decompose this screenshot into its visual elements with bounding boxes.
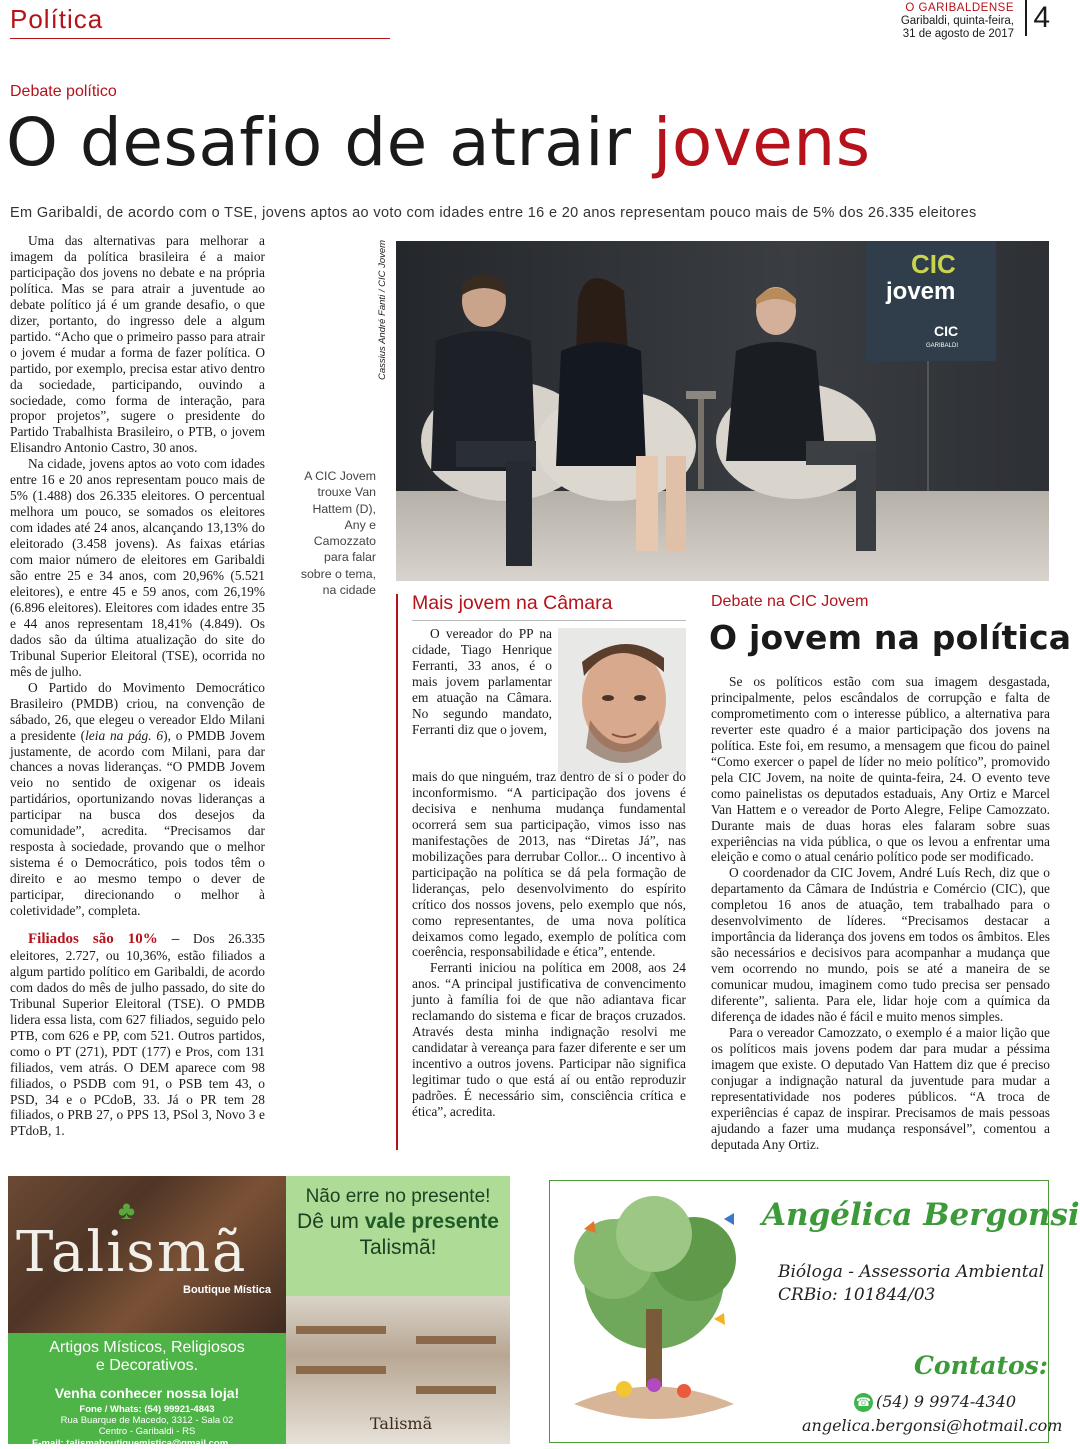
portrait-ferranti [558,628,686,774]
article-subhead: Em Garibaldi, de acordo com o TSE, jovens aptos ao voto com idades entre 16 e 20 anos representam pouco mais de 5% dos 26.335 eleitores [10,205,977,221]
filiados-lead: Filiados são 10% – [28,930,180,947]
paragraph: Na cidade, jovens aptos ao voto com idades entre 16 e 20 anos representam pouco mais de 5% (1.488) dos 26.335 eleitores. O percentual melhora um pouco, se somados os eleitores com idades até 24 anos, alcançando 13,13% do eleitorado (3.458 jovens). As faixas etárias com maior número de eleitores em Garibaldi são entre 25 e 34 anos, com 20,96% (5.521 eleitores), e entre 45 e 59 anos, com 26,19% (6.896 eleitores). Eleitores com idades entre 35 e 44 anos representam 18,41% (4.849). Os dados são da última atualização do site do Tribunal Superior Eleitoral (TSE), ocorrida no mês de julho. [10,456,265,679]
paragraph: O coordenador da CIC Jovem, André Luís Rech, diz que o departamento da Câmara de Indústria e Comércio (CIC), que completou 16 anos de atuação, tem trabalhado para o desenvolvimento de líderes. “Precisamos destacar a importância da liderança dos jovens em todos os âmbitos. Eles são necessários e decisivos para acompanhar a mudança que vem ocorrendo no mundo, pois se até a maneira de se comunicar mudou, imaginem como tudo precisa ser pensado diferente”, salienta. Para ele, lidar hoje com a química da diferença de idades não é fácil e muito menos simples. [711,865,1050,1025]
paragraph: Uma das alternativas para melhorar a imagem da política brasileira é a maior participação dos jovens no debate e na própria política. Mas se para atrair a juventude ao debate político já é um grande desafio, o que dizer, portanto, do ingresso dele a algum partido. “Acho que o primeiro passo para atrair o jovem é mudar a forma de fazer política. O partido, por exemplo, precisa estar ativo dentro da sociedade, participando, ouvindo a sociedade, como forma de interação, para propor projetos”, sugere o presidente do Partido Trabalhista Brasileiro, o PTB, o jovem Elisandro Antonio Castro, 30 anos. [10,233,265,456]
sidebar-rule [396,594,398,1150]
gift-line-1: Não erre no presente! [305,1186,491,1207]
section-rule [10,38,390,39]
article-kicker: Debate político [10,83,117,100]
banner-cic-large: CIC [911,249,956,279]
shelf [296,1326,386,1334]
paragraph [10,680,265,919]
ad-role [778,1261,1044,1307]
paragraph: Se os políticos estão com sua imagem desgastada, principalmente, pelos escândalos de corrupção e falta de comprometimento com o interesse público, a alternativa para reverter este quadro é a maior participação dos jovens na política. Este foi, em resumo, a mensagem que ficou do painel “Como exercer o papel de líder no meio político”, promovido pela CIC Jovem, na noite de quinta-feira, 24. O evento teve como painelistas os deputados estaduais, Any Ortiz e Marcel Van Hattem e o vereador de Porto Alegre, Felipe Camozzato. Durante mais de duas horas eles falaram sobre suas experiências na vida pública, o que os levou a enfrentar uma eleição e como o atual cenário político pode ser modificado. [711,674,1050,865]
whatsapp-icon: ☎ [854,1393,873,1412]
banner-garibaldi: GARIBALDI [926,343,959,349]
tagline [8,1339,286,1375]
gift-line-2b: vale presente [364,1210,499,1233]
ad-brand-sub: Boutique Mística [183,1284,272,1296]
ad-contacts-title: Contatos: [914,1351,1049,1380]
shelf [416,1336,496,1344]
ad-logo-small: Talismã [370,1414,433,1433]
ad-talisma[interactable] [8,1176,510,1449]
ad-green-box [8,1333,286,1449]
ad-phone: (54) 9 9974-4340 [876,1392,1017,1411]
gift-line-2a: Dê um [297,1210,365,1233]
filiados-text: Dos 26.335 eleitores, 2.727, ou 10,36%, estão filiados a algum partido político em Garibaldi, de acordo com dados do mês de julho passado, do site do Tribunal Superior Eleitoral (TSE). O PMDB lidera essa lista, com 627 filiados, seguido pelo PTB, com 626 e PP, com 521. Outros partidos, como o PT (271), PDT (177) e Pros, com 131 filiados, vem atrás. O DEM aparece com 98 filiados, o PSDB com 91, o PSB tem 43, o PSD, 34 e o PCdoB, 33. Já o PR tem 28 filiados, o PRB 27, o PPS 13, PSol 3, Novo 3 e PTdoB, 1. [10,930,265,1139]
tagline-2: e Decorativos. [95,1357,199,1374]
tagline-1: Artigos Místicos, Religiosos [49,1339,245,1356]
portrait-illustration [558,628,686,774]
page-reference: leia na pág. 6 [85,727,164,743]
clover-icon: ♣ [118,1196,136,1225]
photo-caption: A CIC Jovem trouxe Van Hattem (D), Any e Camozzato para falar sobre o tema, na cidade [300,469,376,598]
headline-black: O desafio de atrair [6,104,654,181]
gift-line-2 [286,1210,510,1234]
dateline-line-2: 31 de agosto de 2017 [902,28,1014,40]
sidebar-text-bottom [412,769,686,1120]
gift-line-3: Talismã! [359,1236,437,1259]
sidebar-text-top [412,626,552,738]
article-headline [6,104,871,181]
ad-name: Angélica Bergonsi [762,1197,1080,1233]
contact-block [8,1404,286,1437]
dateline-line-1: Garibaldi, quinta-feira, [900,15,1014,27]
ad-email: E-mail: talismaboutiquemistica@gmail.com [32,1438,229,1449]
panel-photo-illustration [396,241,1049,581]
panel-photo [396,241,1049,581]
filiados-paragraph [10,931,265,1139]
publication-name: O GARIBALDENSE [905,2,1014,14]
shelf [296,1366,386,1374]
ad-role-2: CRBio: 101844/03 [778,1285,936,1305]
sidebar-divider [412,620,686,621]
right-kicker: Debate na CIC Jovem [711,593,869,610]
ad-brand: Talismã [16,1220,248,1285]
ad-gift-box [286,1176,510,1296]
paragraph: mais do que ninguém, traz dentro de si o poder do inconformismo. “A participação dos jovens é decisiva e nenhuma mudança fundamental ocorrerá sem sua participação, vimos isso nas manifestações de 2013, nas “Diretas Já”, nas mobilizações para derrubar Collor... O incentivo à participação na política se dá pela formação de lideranças, pelo desenvolvimento do espírito crítico dos nossos jovens, pelo exemplo que nós, como representantes, de uma nova política deixamos como legado, exemplo de política com coerência, responsabilidade e ética”, entende. [412,769,686,960]
right-article-text [711,674,1050,1153]
headline-red: jovens [653,104,871,181]
shelf [416,1386,496,1394]
sidebar-title: Mais jovem na Câmara [412,592,613,614]
banner-jovem: jovem [886,278,956,305]
paragraph-text: ), o PMDB Jovem justamente, de acordo com Milani, para dar chances a novas lideranças. “O PMDB Jovem veio no sentido de oxigenar os ideais partidários, oportunizando novas lideranças a participar na busca dos desejos da comunidade”, acredita. “Precisamos dar resposta à sociedade, provando que o melhor sistema é o Democrático, pois todos têm o direito e ao mesmo tempo o dever de participar, direcionando o melhor à coletividade”, completa. [10,727,265,919]
ad-angelica[interactable] [549,1180,1080,1443]
tree-hands-illustration [554,1189,754,1439]
right-title: O jovem na política [709,618,1072,657]
ad-address-1: Rua Buarque de Macedo, 3312 - Sala 02 [60,1415,234,1426]
section-title: Política [10,4,104,34]
banner-cic-small: CIC [934,323,959,339]
ad-phone: Fone / Whats: (54) 99921-4843 [79,1404,215,1415]
paragraph-text: O Partido do Movimento Democrático Brasileiro (PMDB) criou, na convenção de sábado, 26, que elegeu o vereador Eldo Milani a presidente ( [10,679,265,743]
ad-email[interactable]: angelica.bergonsi@hotmail.com [802,1416,1063,1435]
masthead [901,2,1014,41]
ad-role-1: Bióloga - Assessoria Ambiental [778,1262,1045,1282]
page-number: 4 [1025,0,1050,36]
paragraph: Ferranti iniciou na política em 2008, aos 24 anos. “A principal justificativa de convencimento junto à família foi de que não adiantava ficar reclamando do sistema e ficar de braços cruzados. Através desta minha indignação resolvi me candidatar à vereança para fazer diferente e ser um incentivo a outros jovens. Participar não significa legitimar tudo o que está aí ou então reproduzir padrões. É necessário sim, consciência crítica e ética”, acredita. [412,960,686,1120]
ad-address-2: Centro - Garibaldi - RS [98,1426,196,1437]
paragraph: Para o vereador Camozzato, o exemplo é a maior lição que os políticos mais jovens podem dar para mudar a péssima imagem que existe. O deputado Van Hattem diz que é preciso conjugar a indignação natural da juventude para mudar a representatividade nos poderes públicos. “A troca de experiências é capaz de inspirar. Precisamos de mais pessoas ajudando a fazer uma mudança responsável”, comentou a deputada Any Ortiz. [711,1024,1050,1152]
paragraph: O vereador do PP na cidade, Tiago Henrique Ferranti, 33 anos, é o mais jovem parlamentar em atuação na Câmara. No segundo mandato, Ferranti diz que o jovem, [412,626,552,737]
photo-credit-text: Cassius André Fanti / CIC Jovem [377,239,388,380]
photo-credit [377,240,391,380]
article-column-1 [10,233,265,1139]
visit-line: Venha conhecer nossa loja! [54,1385,240,1401]
